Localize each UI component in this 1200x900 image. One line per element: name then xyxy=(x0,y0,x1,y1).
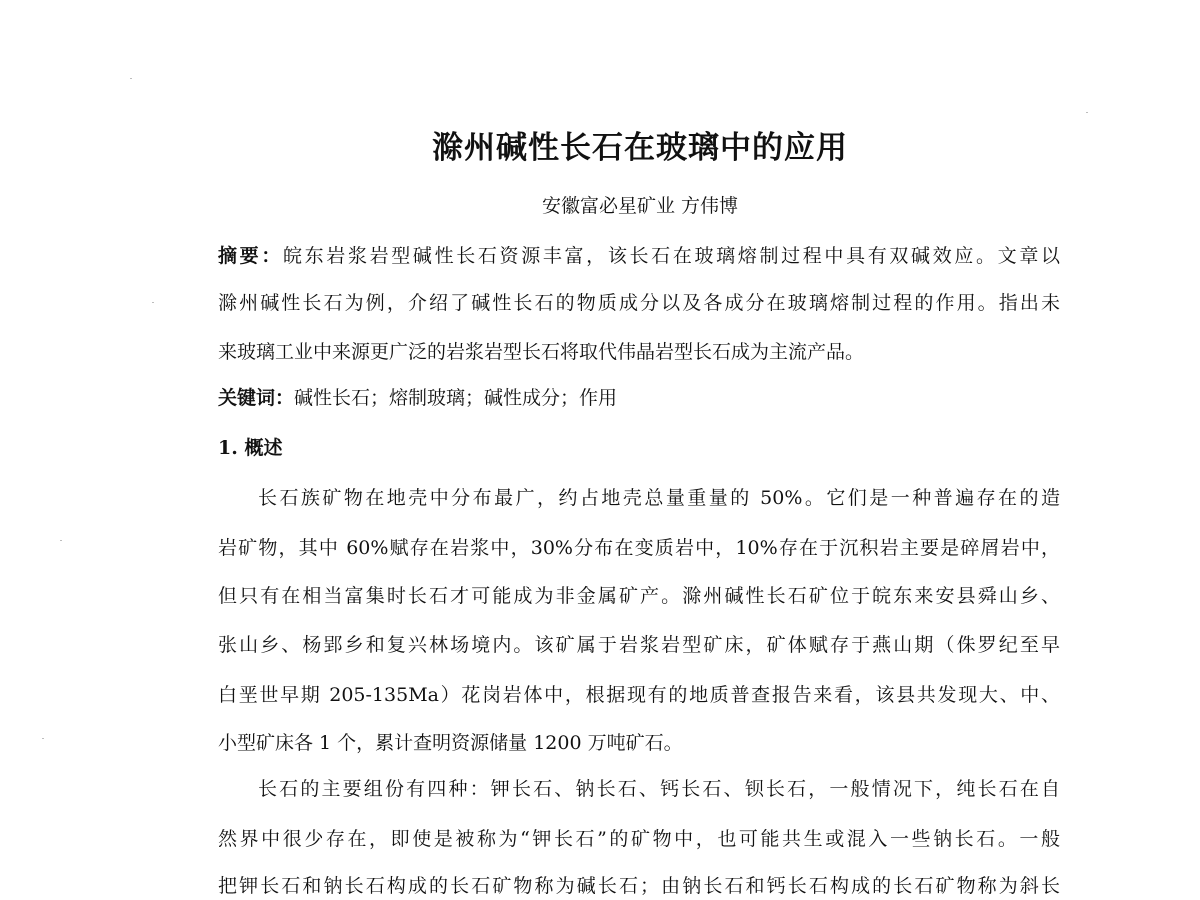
paragraph1-line-4: 张山乡、杨郢乡和复兴林场境内。该矿属于岩浆岩型矿床，矿体赋存于燕山期（侏罗纪至早 xyxy=(218,634,1060,656)
scan-speck xyxy=(60,540,62,541)
keywords-label: 关键词： xyxy=(218,387,295,409)
keywords-text: 碱性长石；熔制玻璃；碱性成分；作用 xyxy=(294,387,618,409)
paragraph2-line-2: 然界中很少存在，即使是被称为“钾长石”的矿物中，也可能共生或混入一些钠长石。一般 xyxy=(218,828,1060,850)
paragraph1-line-3: 但只有在相当富集时长石才可能成为非金属矿产。滁州碱性长石矿位于皖东来安县舜山乡、 xyxy=(218,585,1060,607)
abstract-line-2: 滁州碱性长石为例，介绍了碱性长石的物质成分以及各成分在玻璃熔制过程的作用。指出未 xyxy=(218,292,1060,314)
paragraph2-line-1: 长石的主要组份有四种：钾长石、钠长石、钙长石、钡长石，一般情况下，纯长石在自 xyxy=(258,778,1060,800)
scan-speck xyxy=(1086,112,1088,113)
abstract-text: 皖东岩浆岩型碱性长石资源丰富，该长石在玻璃熔制过程中具有双碱效应。文章以 xyxy=(282,245,1060,267)
section-heading: 1. 概述 xyxy=(218,437,283,459)
scan-speck xyxy=(130,78,132,79)
paragraph1-line-5: 白垩世早期 205-135Ma）花岗岩体中，根据现有的地质普查报告来看，该县共发现大、中、 xyxy=(218,684,1060,706)
abstract-line-3: 来玻璃工业中来源更广泛的岩浆岩型长石将取代伟晶岩型长石成为主流产品。 xyxy=(218,341,865,363)
author-line: 安徽富必星矿业 方伟博 xyxy=(541,195,739,217)
keywords-line xyxy=(218,385,1060,411)
scan-speck xyxy=(152,302,154,303)
paragraph2-line-3: 把钾长石和钠长石构成的长石矿物称为碱长石；由钠长石和钙长石构成的长石矿物称为斜长 xyxy=(218,875,1060,897)
paragraph1-line-1: 长石族矿物在地壳中分布最广，约占地壳总量重量的 50%。它们是一种普遍存在的造 xyxy=(258,487,1060,509)
paper-title: 滁州碱性长石在玻璃中的应用 xyxy=(432,130,848,166)
paragraph1-line-2: 岩矿物，其中 60%赋存在岩浆中，30%分布在变质岩中，10%存在于沉积岩主要是碎屑岩中， xyxy=(218,537,1060,559)
paragraph1-line-6: 小型矿床各 1 个，累计查明资源储量 1200 万吨矿石。 xyxy=(218,732,683,754)
abstract-label: 摘要： xyxy=(218,245,283,267)
abstract-line-1 xyxy=(218,243,1060,269)
scan-speck xyxy=(42,738,44,739)
